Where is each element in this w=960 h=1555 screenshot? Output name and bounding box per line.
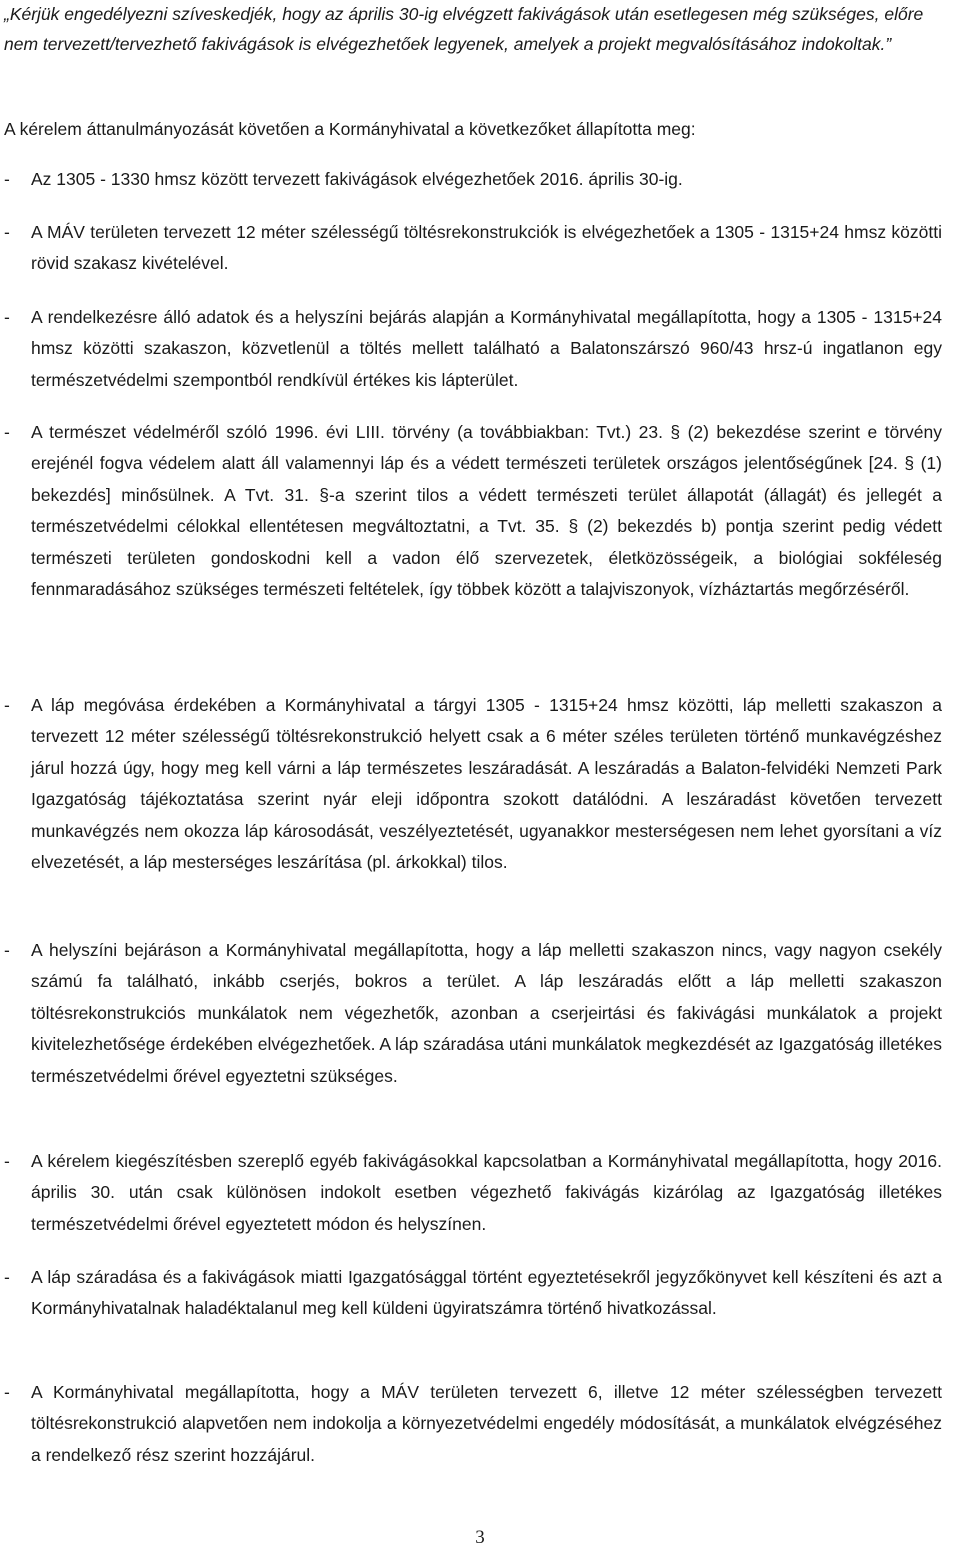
finding-item bbox=[4, 417, 942, 605]
finding-text: A Kormányhivatal megállapította, hogy a MÁV területen tervezett 6, illetve 12 méter szélességben tervezett töltésrekonstrukció alapvetően nem indokolja a környezetvédelmi engedély módosítását, a munkálatok elvégzéséhez a rendelkező rész szerint hozzájárul. bbox=[31, 1382, 942, 1465]
list-dash: - bbox=[4, 222, 10, 242]
finding-text: A MÁV területen tervezett 12 méter szélességű töltésrekonstrukciók is elvégezhetőek a 1305 - 1315+24 hmsz közötti rövid szakasz kivételével. bbox=[31, 222, 942, 274]
finding-text: A rendelkezésre álló adatok és a helyszíni bejárás alapján a Kormányhivatal megállapította, hogy a 1305 - 1315+24 hmsz közötti szakaszon, közvetlenül a töltés mellett található a Balatonszárszó 960/43 hrsz-ú ingatlanon egy természetvédelmi szempontból rendkívül értékes kis lápterület. bbox=[31, 307, 942, 390]
finding-item bbox=[4, 164, 942, 195]
finding-item bbox=[4, 690, 942, 878]
list-dash: - bbox=[4, 1151, 10, 1171]
finding-text: A láp megóvása érdekében a Kormányhivatal a tárgyi 1305 - 1315+24 hmsz közötti, láp melletti szakaszon a tervezett 12 méter szélességű töltésrekonstrukció helyett csak a 6 méter széles területen történő munkavégzéshez járul hozzá úgy, hogy meg kell várni a láp természetes leszáradását. A leszáradás a Balaton-felvidéki Nemzeti Park Igazgatóság tájékoztatása szerint nyár eleji időpontra szokott datálódni. A leszáradást követően tervezett munkavégzés nem okozza láp károsodását, veszélyeztetését, ugyanakkor mesterségesen nem lehet gyorsítani a víz elvezetését, a láp mesterséges leszárítása (pl. árkokkal) tilos. bbox=[31, 695, 942, 873]
finding-text: A természet védelméről szóló 1996. évi LIII. törvény (a továbbiakban: Tvt.) 23. § (2) bekezdése szerint e törvény erejénél fogva védelem alatt áll valamennyi láp és a védett természeti területek országos jelentőségűnek [24. § (1) bekezdés] minősülnek. A Tvt. 31. §-a szerint tilos a védett természeti terület állapotát (állagát) és jellegét a természetvédelmi célokkal ellentétesen megváltoztatni, a Tvt. 35. § (2) bekezdés b) pontja szerint pedig védett természeti területen gondoskodni kell a vadon élő szervezetek, életközösségeik, a biológiai sokféleség fennmaradásához szükséges természeti feltételek, így többek között a talajviszonyok, vízháztartás megőrzéséről. bbox=[31, 422, 942, 600]
list-dash: - bbox=[4, 169, 10, 189]
finding-item bbox=[4, 1146, 942, 1240]
page-number: 3 bbox=[475, 1527, 485, 1548]
list-dash: - bbox=[4, 1267, 10, 1287]
list-dash: - bbox=[4, 940, 10, 960]
finding-item bbox=[4, 1377, 942, 1471]
list-dash: - bbox=[4, 307, 10, 327]
finding-text: A helyszíni bejáráson a Kormányhivatal megállapította, hogy a láp melletti szakaszon nincs, vagy nagyon csekély számú fa található, inkább cserjés, bokros a terület. A láp leszáradás előtt a láp melletti szakaszon töltésrekonstrukciós munkálatok nem végezhetők, azonban a cserjeirtási és fakivágási munkálatok a projekt kivitelezhetősége érdekében elvégezhetőek. A láp száradása utáni munkálatok megkezdését az Igazgatóság illetékes természetvédelmi őrével egyeztetni szükséges. bbox=[31, 940, 942, 1086]
finding-item bbox=[4, 217, 942, 280]
finding-item bbox=[4, 302, 942, 396]
list-dash: - bbox=[4, 1382, 10, 1402]
finding-item bbox=[4, 935, 942, 1092]
intro-quote: „Kérjük engedélyezni szíveskedjék, hogy az április 30-ig elvégzett fakivágások után esetlegesen még szükséges, előre nem tervezett/tervezhető fakivágások is elvégezhetőek legyenek, amelyek a projekt megvalósításához indokoltak.” bbox=[4, 4, 924, 54]
findings-intro: A kérelem áttanulmányozását követően a Kormányhivatal a következőket állapította meg: bbox=[4, 119, 696, 139]
list-dash: - bbox=[4, 422, 10, 442]
finding-text: A kérelem kiegészítésben szereplő egyéb fakivágásokkal kapcsolatban a Kormányhivatal megállapította, hogy 2016. április 30. után csak különösen indokolt esetben végezhető fakivágás kizárólag az Igazgatóság illetékes természetvédelmi őrével egyeztetett módon és helyszínen. bbox=[31, 1151, 942, 1234]
finding-text: A láp száradása és a fakivágások miatti Igazgatósággal történt egyeztetésekről jegyzőkönyvet kell készíteni és azt a Kormányhivatalnak haladéktalanul meg kell küldeni ügyiratszámra történő hivatkozással. bbox=[31, 1267, 942, 1319]
list-dash: - bbox=[4, 695, 10, 715]
finding-text: Az 1305 - 1330 hmsz között tervezett fakivágások elvégezhetőek 2016. április 30-ig. bbox=[31, 169, 683, 189]
finding-item bbox=[4, 1262, 942, 1325]
